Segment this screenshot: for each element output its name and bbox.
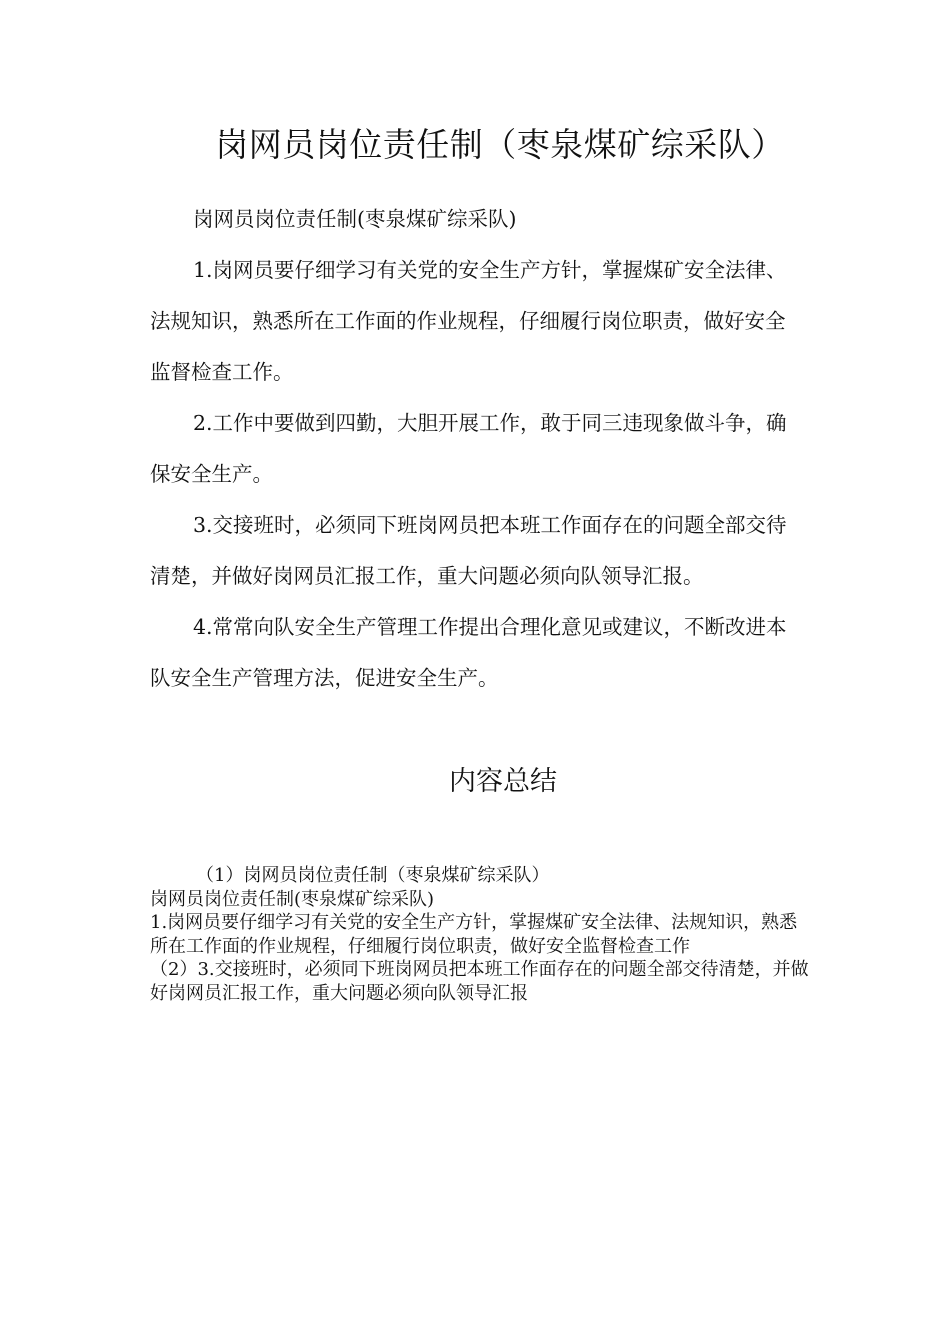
summary-line-3: 1.岗网员要仔细学习有关党的安全生产方针，掌握煤矿安全法律、法规知识，熟悉所在工作面的作业规程，仔细履行岗位职责，做好安全监督检查工作 <box>150 912 798 957</box>
paragraph-1: 1.岗网员要仔细学习有关党的安全生产方针，掌握煤矿安全法律、法规知识，熟悉所在工作面的作业规程，仔细履行岗位职责，做好安全监督检查工作。 <box>150 258 787 384</box>
summary-line-1: （1）岗网员岗位责任制（枣泉煤矿综采队） <box>196 865 550 886</box>
summary-heading: 内容总结 <box>449 766 557 797</box>
document-body <box>150 194 800 704</box>
summary-body <box>150 864 810 1005</box>
paragraph-2: 2.工作中要做到四勤，大胆开展工作，敢于同三违现象做斗争，确保安全生产。 <box>150 411 787 486</box>
paragraph-3: 3.交接班时，必须同下班岗网员把本班工作面存在的问题全部交待清楚，并做好岗网员汇报工作，重大问题必须向队领导汇报。 <box>150 513 787 588</box>
summary-line-4: （2）3.交接班时，必须同下班岗网员把本班工作面存在的问题全部交待清楚，并做好岗网员汇报工作，重大问题必须向队领导汇报 <box>150 959 809 1004</box>
paragraph-4: 4.常常向队安全生产管理工作提出合理化意见或建议，不断改进本队安全生产管理方法，促进安全生产。 <box>150 615 787 690</box>
document-title: 岗网员岗位责任制（枣泉煤矿综采队） <box>215 125 785 164</box>
summary-line-2: 岗网员岗位责任制(枣泉煤矿综采队) <box>150 888 435 910</box>
document-subtitle: 岗网员岗位责任制(枣泉煤矿综采队) <box>193 207 517 231</box>
